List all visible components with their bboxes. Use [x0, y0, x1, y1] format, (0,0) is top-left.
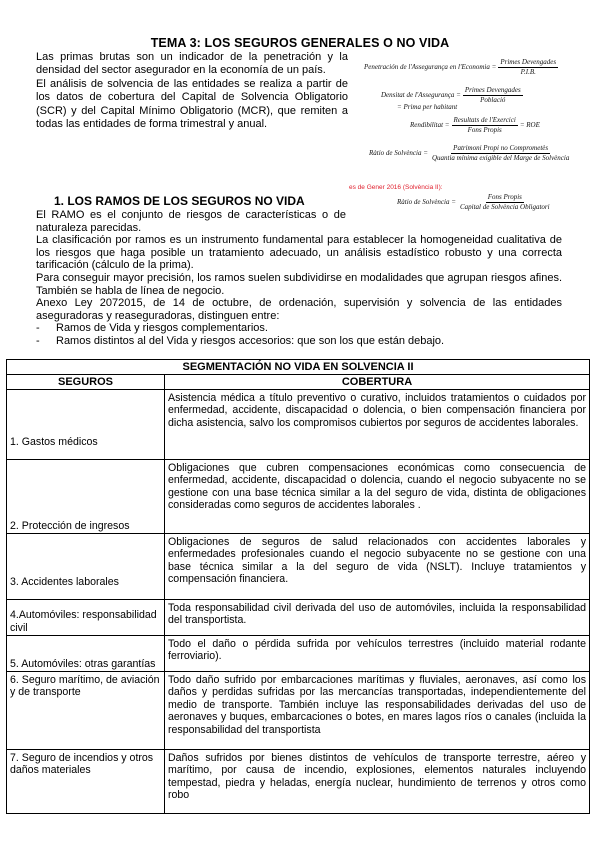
intro-text	[36, 51, 348, 131]
numerator: Resultats de l'Exercici	[453, 116, 516, 124]
row-name: 5. Automóviles: otras garantías	[7, 636, 165, 672]
row-desc: Toda responsabilidad civil derivada del uso de automóviles, incluida la responsabilidad del transportista.	[165, 600, 590, 636]
fraction	[452, 116, 518, 134]
table-title-row	[7, 360, 590, 375]
list-item-text: Ramos de Vida y riesgos complementarios.	[56, 322, 268, 335]
denominator: Fons Propis	[467, 125, 502, 134]
numerator: Fons Propis	[487, 193, 522, 201]
formula-solvencia-1	[369, 144, 571, 162]
list-item-text: Ramos distintos al del Vida y riesgos accesorios: que son los que están debajo.	[56, 334, 445, 347]
numerator: Primes Devengades	[500, 58, 557, 66]
bullet-marker: -	[36, 334, 40, 347]
table-header-row	[7, 375, 590, 390]
column-header-cobertura: COBERTURA	[165, 375, 590, 390]
denominator: P.I.B.	[520, 67, 536, 76]
formula-label: Ràtio de Solvència =	[397, 197, 456, 206]
intro-paragraph-1: Las primas brutas son un indicador de la penetración y la densidad del sector asegurador en la economía de un país.	[36, 51, 348, 77]
segmentation-table	[6, 359, 590, 814]
formula-row	[381, 86, 523, 104]
fraction	[498, 58, 558, 76]
section-heading: 1. LOS RAMOS DE LOS SEGUROS NO VIDA	[54, 194, 305, 208]
table-row	[7, 750, 590, 814]
table-row	[7, 672, 590, 750]
formula-tail: = ROE	[519, 120, 540, 129]
denominator: Població	[480, 95, 506, 104]
formula-label: Rendibilitat =	[410, 120, 450, 129]
bullet-marker: -	[36, 322, 40, 335]
body-paragraph-2: La clasificación por ramos es un instrumento fundamental para establecer la homogeneidad cualitativa de los riesgos que haga posible un tratamiento adecuado, un análisis estadístico robusto y una correcta tarificación (cálculo de la prima).	[36, 234, 562, 272]
formula-sub: = Prima per habitant	[397, 103, 458, 111]
denominator: Quantia mínima exigible del Marge de Solvència	[431, 153, 570, 162]
formula-label: Ràtio de Solvència =	[369, 148, 428, 157]
body-paragraph-1: El RAMO es el conjunto de riesgos de características o de naturaleza parecidas.	[36, 209, 346, 234]
row-desc: Obligaciones que cubren compensaciones económicas como consecuencia de enfermedad, accidente, discapacidad o dolencia, cuando el negocio subyacente no se gestione con una base técnica similar a la del seguro de vida, distinta de obligaciones consideradas como seguros de accidentes laborales .	[165, 460, 590, 534]
table-row	[7, 636, 590, 672]
row-name: 7. Seguro de incendios y otros daños materiales	[7, 750, 165, 814]
row-desc: Todo daño sufrido por embarcaciones marítimas y fluviales, aeronaves, así como los daños y perdidas sufridas por las mercancías transportadas, independientemente del medio de transporte. También incluye las responsabilidades derivadas del uso de aeronaves y buques, embarcaciones o botes, en mares lagos ríos o canales (incluida la responsabilidad del transportista	[165, 672, 590, 750]
row-name: 2. Protección de ingresos	[7, 460, 165, 534]
formula-block	[381, 86, 523, 112]
formula-densitat	[381, 86, 523, 112]
list-item	[36, 322, 562, 335]
column-header-seguros: SEGUROS	[7, 375, 165, 390]
row-name: 3. Accidentes laborales	[7, 534, 165, 600]
table-row	[7, 390, 590, 460]
table-row	[7, 600, 590, 636]
red-note: es de Gener 2016 (Solvència II):	[349, 184, 443, 191]
row-desc: Todo el daño o pérdida sufrida por vehículos terrestres (incluido material rodante ferroviario).	[165, 636, 590, 672]
intro-paragraph-2: El análisis de solvencia de las entidades se realiza a partir de los datos de cobertura del Capital de Solvencia Obligatorio (SCR) y del Capital Mínimo Obligatorio (MCR), que remiten a todas las entidades de forma trimestral y anual.	[36, 77, 348, 131]
numerator: Primes Devengades	[464, 86, 521, 94]
table-row	[7, 460, 590, 534]
body-paragraph-3: Para conseguir mayor precisión, los ramos suelen subdividirse en modalidades que agrupan riesgos afines. También se habla de línea de negocio.	[36, 271, 562, 297]
table-row	[7, 534, 590, 600]
row-name: 1. Gastos médicos	[7, 390, 165, 460]
row-name: 6. Seguro marítimo, de aviación y de transporte	[7, 672, 165, 750]
list-item	[36, 335, 562, 348]
fraction	[463, 86, 523, 104]
body-text	[36, 209, 562, 348]
row-desc: Asistencia médica a título preventivo o curativo, incluidos tratamientos o cuidados por enfermedad, accidente, discapacidad o dolencia, o bien compensación financiera por dicha asistencia, salvo los compromisos cubiertos por seguros de accidentes laborales.	[165, 390, 590, 460]
fraction	[430, 144, 571, 162]
numerator: Patrimoni Propi no Comprometès	[453, 144, 549, 152]
denominator: Capital de Solvència Obligatori	[459, 202, 550, 211]
formula-rendibilitat	[410, 116, 540, 134]
formula-label: Penetración de l'Assegurança en l'Economia =	[364, 62, 497, 71]
page-title: TEMA 3: LOS SEGUROS GENERALES O NO VIDA	[150, 36, 450, 50]
row-name: 4.Automóviles: responsabilidad civil	[7, 600, 165, 636]
table-title: SEGMENTACIÓN NO VIDA EN SOLVENCIA II	[7, 360, 590, 375]
row-desc: Daños sufridos por bienes distintos de vehículos de transporte terrestre, aéreo y marítimo, por causa de incendio, explosiones, elementos naturales incluyendo tempestad, piedra y heladas, energía nuclear, hundimiento de terrenos y otros como robo	[165, 750, 590, 814]
row-desc: Obligaciones de seguros de salud relacionados con accidentes laborales y enfermedades profesionales cuando el negocio subyacente no se gestione con una base técnica similar a la del seguro de vida (NSLT). Incluye tratamientos y compensación financiera.	[165, 534, 590, 600]
formula-penetracion	[364, 58, 558, 76]
formula-label: Densitat de l'Assegurança =	[381, 90, 461, 99]
body-paragraph-4: Anexo Ley 2072015, de 14 de octubre, de ordenación, supervisión y solvencia de las entidades aseguradoras y reaseguradoras, distinguen entre:	[36, 297, 562, 322]
